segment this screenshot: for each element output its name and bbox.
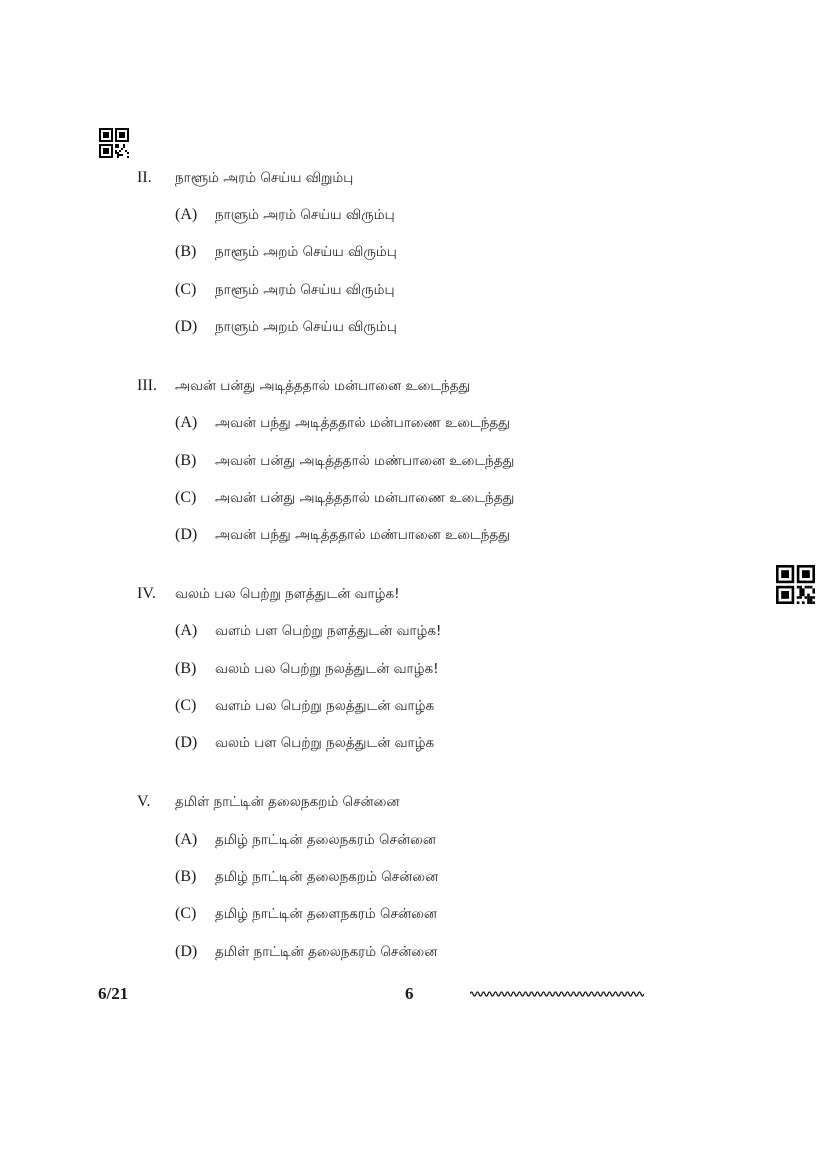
page-number: 6 [405, 984, 414, 1003]
option-label: (D) [175, 734, 198, 751]
option-text: நாளும் அரம் செய்ய விரும்பு [215, 207, 395, 223]
question-number: II. [137, 169, 152, 186]
option-text: வளம் பள பெற்று நளத்துடன் வாழ்க! [215, 623, 442, 639]
option-text: அவன் பந்து அடித்ததால் மன்பாணை உடைந்தது [215, 415, 510, 431]
option-label: (C) [175, 905, 197, 922]
option-text: தமிள் நாட்டின் தலைநகரம் சென்னை [215, 944, 438, 960]
option-label: (B) [175, 868, 197, 885]
question-number: V. [137, 793, 151, 810]
option-label: (D) [175, 318, 198, 335]
option-text: நாளூம் அரம் செய்ய விரும்பு [215, 282, 395, 298]
question-number: III. [137, 377, 157, 394]
option-text: நாளும் அறம் செய்ய விரும்பு [215, 319, 397, 335]
option-text: வளம் பல பெற்று நலத்துடன் வாழ்க [215, 698, 435, 714]
option-label: (B) [175, 452, 197, 469]
question-number: IV. [137, 585, 156, 602]
option-label: (A) [175, 206, 198, 223]
option-label: (A) [175, 622, 198, 639]
option-text: அவன் பன்து அடித்ததால் மன்பாணை உடைந்தது [215, 490, 515, 506]
option-text: வலம் பள பெற்று நலத்துடன் வாழ்க [215, 735, 435, 751]
option-label: (A) [175, 414, 198, 431]
option-text: தமிழ் நாட்டின் தலைநகறம் சென்னை [215, 869, 439, 885]
option-label: (D) [175, 526, 198, 543]
option-label: (C) [175, 489, 197, 506]
question-stem: வலம் பல பெற்று நளத்துடன் வாழ்க! [175, 586, 400, 602]
wavy-line-decoration [470, 986, 644, 1006]
question-stem: அவன் பன்து அடித்ததால் மன்பானை உடைந்தது [175, 378, 471, 394]
option-text: நாளூம் அறம் செய்ய விரும்பு [215, 244, 397, 260]
option-label: (A) [175, 831, 198, 848]
qr-code-right-margin [776, 565, 815, 604]
option-label: (B) [175, 660, 197, 677]
option-text: அவன் பன்து அடித்ததால் மண்பானை உடைந்தது [215, 453, 515, 469]
qr-code-top-left [99, 128, 129, 158]
question-stem: தமிள் நாட்டின் தலைநகறம் சென்னை [175, 794, 400, 810]
question-stem: நாளூம் அரம் செய்ய விறும்பு [175, 170, 354, 186]
option-text: தமிழ் நாட்டின் தலைநகரம் சென்னை [215, 832, 436, 848]
option-label: (D) [175, 943, 198, 960]
paper-code: 6/21 [98, 984, 129, 1003]
option-text: வலம் பல பெற்று நலத்துடன் வாழ்க! [215, 661, 439, 677]
option-label: (C) [175, 697, 197, 714]
option-text: அவன் பந்து அடித்ததால் மண்பானை உடைந்தது [215, 527, 510, 543]
option-text: தமிழ் நாட்டின் தளைநகரம் சென்னை [215, 906, 437, 922]
option-label: (C) [175, 281, 197, 298]
option-label: (B) [175, 243, 197, 260]
